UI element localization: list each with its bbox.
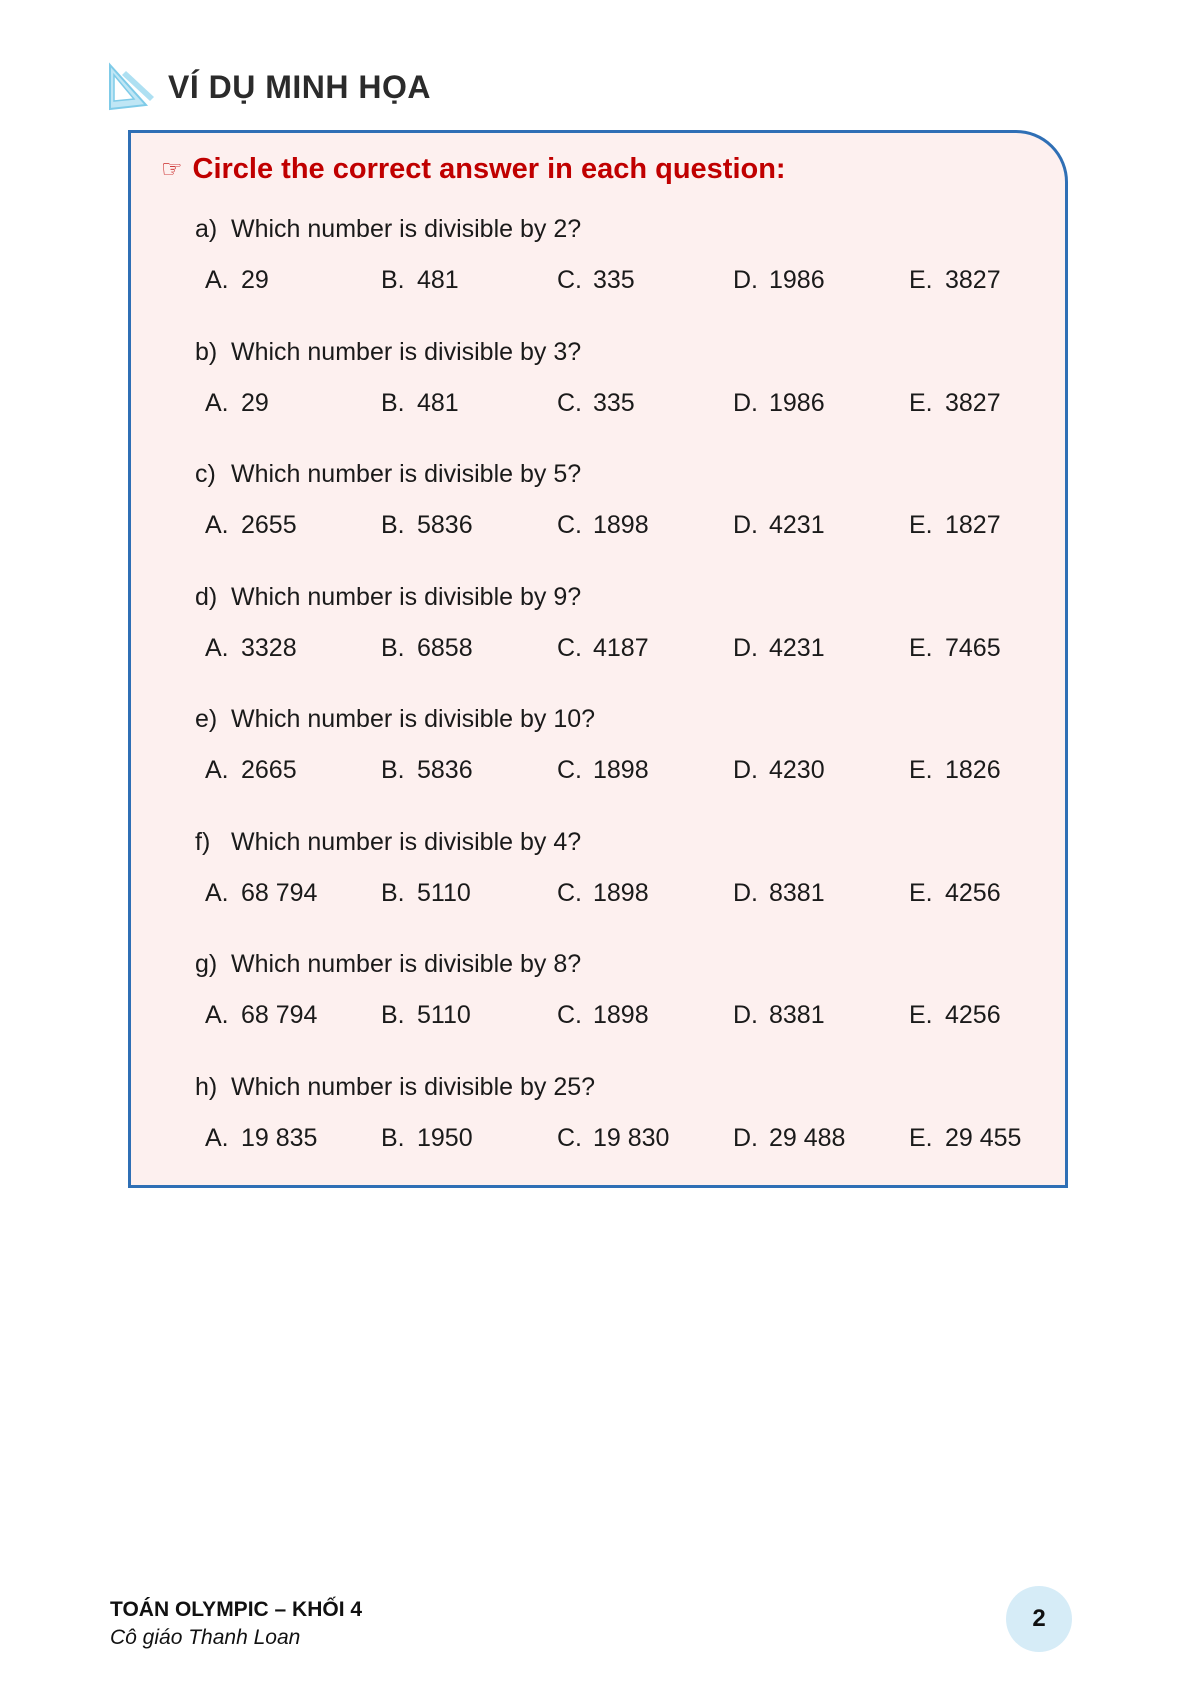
option-letter: C. xyxy=(557,388,582,417)
option-value: 29 xyxy=(241,266,269,294)
option-value: 2655 xyxy=(241,511,297,539)
answer-option[interactable] xyxy=(909,262,1001,298)
answer-options xyxy=(195,262,1045,298)
answer-options xyxy=(195,507,1045,543)
option-letter: D. xyxy=(733,756,758,784)
answer-option[interactable] xyxy=(205,630,297,666)
section-header xyxy=(106,60,431,114)
option-value: 5836 xyxy=(417,756,473,784)
question-text xyxy=(195,456,1045,492)
option-value: 1898 xyxy=(593,878,649,907)
question-item xyxy=(195,211,1045,298)
answer-option[interactable] xyxy=(205,262,269,298)
option-value: 6858 xyxy=(417,633,473,662)
answer-option[interactable] xyxy=(909,630,1001,666)
answer-option[interactable] xyxy=(557,385,635,421)
answer-option[interactable] xyxy=(381,997,471,1033)
answer-option[interactable] xyxy=(909,752,1001,788)
option-value: 1950 xyxy=(417,1123,473,1152)
option-letter: D. xyxy=(733,878,758,907)
option-value: 335 xyxy=(593,266,635,294)
option-letter: A. xyxy=(205,388,229,417)
option-letter: B. xyxy=(381,633,405,662)
question-item xyxy=(195,334,1045,421)
answer-option[interactable] xyxy=(381,385,459,421)
option-value: 1986 xyxy=(769,388,825,417)
option-value: 4230 xyxy=(769,756,825,784)
option-value: 1898 xyxy=(593,756,649,784)
option-value: 4231 xyxy=(769,633,825,662)
answer-options xyxy=(195,385,1045,421)
option-value: 335 xyxy=(593,388,635,417)
question-prompt: Which number is divisible by 25? xyxy=(231,1072,596,1101)
option-letter: E. xyxy=(909,1001,933,1029)
option-value: 19 830 xyxy=(593,1123,670,1152)
question-text xyxy=(195,824,1045,860)
option-value: 4231 xyxy=(769,511,825,539)
option-value: 5110 xyxy=(417,878,471,907)
answer-option[interactable] xyxy=(733,385,825,421)
footer-author: Cô giáo Thanh Loan xyxy=(110,1626,301,1649)
question-text xyxy=(195,1069,1045,1105)
option-letter: A. xyxy=(205,756,229,784)
option-letter: B. xyxy=(381,511,405,539)
answer-option[interactable] xyxy=(909,997,1001,1033)
question-item xyxy=(195,456,1045,543)
question-text xyxy=(195,334,1045,370)
pointing-hand-icon: ☞ xyxy=(161,156,183,183)
answer-option[interactable] xyxy=(733,262,825,298)
answer-options xyxy=(195,875,1045,911)
question-letter: e) xyxy=(195,705,218,733)
answer-option[interactable] xyxy=(205,1120,317,1156)
option-value: 68 794 xyxy=(241,1001,318,1029)
answer-options xyxy=(195,1120,1045,1156)
option-value: 4256 xyxy=(945,1001,1001,1029)
option-letter: B. xyxy=(381,1001,405,1029)
answer-options xyxy=(195,630,1045,666)
option-letter: E. xyxy=(909,756,933,784)
question-item xyxy=(195,701,1045,788)
answer-option[interactable] xyxy=(381,1120,473,1156)
question-prompt: Which number is divisible by 9? xyxy=(231,582,582,611)
option-letter: D. xyxy=(733,1123,758,1152)
option-value: 1898 xyxy=(593,1001,649,1029)
answer-option[interactable] xyxy=(557,752,649,788)
answer-option[interactable] xyxy=(733,1120,845,1156)
footer-title: TOÁN OLYMPIC – KHỐI 4 xyxy=(110,1598,363,1621)
option-letter: A. xyxy=(205,1001,229,1029)
option-value: 3827 xyxy=(945,388,1001,417)
question-item xyxy=(195,824,1045,911)
question-letter: d) xyxy=(195,582,218,611)
option-value: 29 488 xyxy=(769,1123,846,1152)
answer-option[interactable] xyxy=(205,507,297,543)
answer-option[interactable] xyxy=(733,752,825,788)
option-value: 7465 xyxy=(945,633,1001,662)
option-letter: A. xyxy=(205,266,229,294)
option-letter: C. xyxy=(557,511,582,539)
footer xyxy=(110,1598,362,1650)
answer-option[interactable] xyxy=(205,752,297,788)
option-value: 29 455 xyxy=(945,1123,1022,1152)
question-letter: h) xyxy=(195,1072,218,1101)
question-prompt: Which number is divisible by 4? xyxy=(231,827,582,856)
question-letter: b) xyxy=(195,337,218,366)
answer-option[interactable] xyxy=(909,1120,1021,1156)
question-letter: f) xyxy=(195,827,211,856)
answer-option[interactable] xyxy=(733,630,825,666)
question-prompt: Which number is divisible by 5? xyxy=(231,460,582,488)
question-prompt: Which number is divisible by 2? xyxy=(231,215,582,243)
option-value: 1986 xyxy=(769,266,825,294)
answer-option[interactable] xyxy=(381,630,473,666)
option-value: 481 xyxy=(417,266,459,294)
question-item xyxy=(195,946,1045,1033)
question-letter: c) xyxy=(195,460,216,488)
answer-option[interactable] xyxy=(205,875,317,911)
page-number-badge: 2 xyxy=(1006,1586,1072,1652)
question-prompt: Which number is divisible by 10? xyxy=(231,705,596,733)
question-letter: g) xyxy=(195,950,218,978)
answer-options xyxy=(195,752,1045,788)
option-value: 2665 xyxy=(241,756,297,784)
answer-option[interactable] xyxy=(381,507,473,543)
answer-option[interactable] xyxy=(557,630,649,666)
section-title: VÍ DỤ MINH HỌA xyxy=(168,68,431,105)
option-value: 68 794 xyxy=(241,878,318,907)
option-letter: E. xyxy=(909,266,933,294)
option-letter: E. xyxy=(909,1123,933,1152)
answer-option[interactable] xyxy=(381,262,459,298)
option-value: 8381 xyxy=(769,878,825,907)
answer-option[interactable] xyxy=(909,875,1001,911)
question-item xyxy=(195,1069,1045,1156)
option-letter: D. xyxy=(733,1001,758,1029)
question-text xyxy=(195,701,1045,737)
option-letter: B. xyxy=(381,1123,405,1152)
answer-option[interactable] xyxy=(909,507,1001,543)
option-value: 3328 xyxy=(241,633,297,662)
question-text xyxy=(195,211,1045,247)
option-letter: C. xyxy=(557,1001,582,1029)
option-value: 481 xyxy=(417,388,459,417)
option-letter: B. xyxy=(381,756,405,784)
option-value: 19 835 xyxy=(241,1123,318,1152)
answer-option[interactable] xyxy=(381,875,471,911)
answer-option[interactable] xyxy=(733,997,825,1033)
question-prompt: Which number is divisible by 8? xyxy=(231,950,582,978)
answer-option[interactable] xyxy=(205,385,269,421)
option-letter: A. xyxy=(205,511,229,539)
option-letter: D. xyxy=(733,388,758,417)
option-value: 1898 xyxy=(593,511,649,539)
answer-option[interactable] xyxy=(557,507,649,543)
ruler-triangle-icon xyxy=(106,61,158,113)
answer-option[interactable] xyxy=(557,997,649,1033)
answer-option[interactable] xyxy=(733,875,825,911)
answer-option[interactable] xyxy=(557,1120,669,1156)
option-value: 5836 xyxy=(417,511,473,539)
question-letter: a) xyxy=(195,215,218,243)
exercise-box xyxy=(128,130,1068,1188)
option-letter: B. xyxy=(381,266,405,294)
answer-option[interactable] xyxy=(205,997,317,1033)
option-letter: E. xyxy=(909,511,933,539)
option-value: 4187 xyxy=(593,633,649,662)
option-letter: C. xyxy=(557,878,582,907)
answer-option[interactable] xyxy=(909,385,1001,421)
question-text xyxy=(195,946,1045,982)
option-letter: E. xyxy=(909,878,933,907)
option-value: 29 xyxy=(241,388,269,417)
answer-options xyxy=(195,997,1045,1033)
answer-option[interactable] xyxy=(381,752,473,788)
option-letter: B. xyxy=(381,878,405,907)
option-letter: A. xyxy=(205,1123,229,1152)
question-text xyxy=(195,579,1045,615)
question-item xyxy=(195,579,1045,666)
option-letter: D. xyxy=(733,266,758,294)
answer-option[interactable] xyxy=(557,262,635,298)
option-letter: C. xyxy=(557,1123,582,1152)
option-value: 5110 xyxy=(417,1001,471,1029)
option-value: 3827 xyxy=(945,266,1001,294)
option-letter: C. xyxy=(557,266,582,294)
option-letter: E. xyxy=(909,633,933,662)
option-value: 1827 xyxy=(945,511,1001,539)
option-letter: E. xyxy=(909,388,933,417)
answer-option[interactable] xyxy=(733,507,825,543)
instruction-text: Circle the correct answer in each question: xyxy=(192,153,786,185)
option-value: 8381 xyxy=(769,1001,825,1029)
question-prompt: Which number is divisible by 3? xyxy=(231,337,582,366)
option-letter: D. xyxy=(733,633,758,662)
answer-option[interactable] xyxy=(557,875,649,911)
option-letter: A. xyxy=(205,633,229,662)
option-letter: C. xyxy=(557,756,582,784)
option-letter: A. xyxy=(205,878,229,907)
option-value: 1826 xyxy=(945,756,1001,784)
option-letter: D. xyxy=(733,511,758,539)
instruction xyxy=(161,153,786,186)
option-value: 4256 xyxy=(945,878,1001,907)
option-letter: B. xyxy=(381,388,405,417)
option-letter: C. xyxy=(557,633,582,662)
